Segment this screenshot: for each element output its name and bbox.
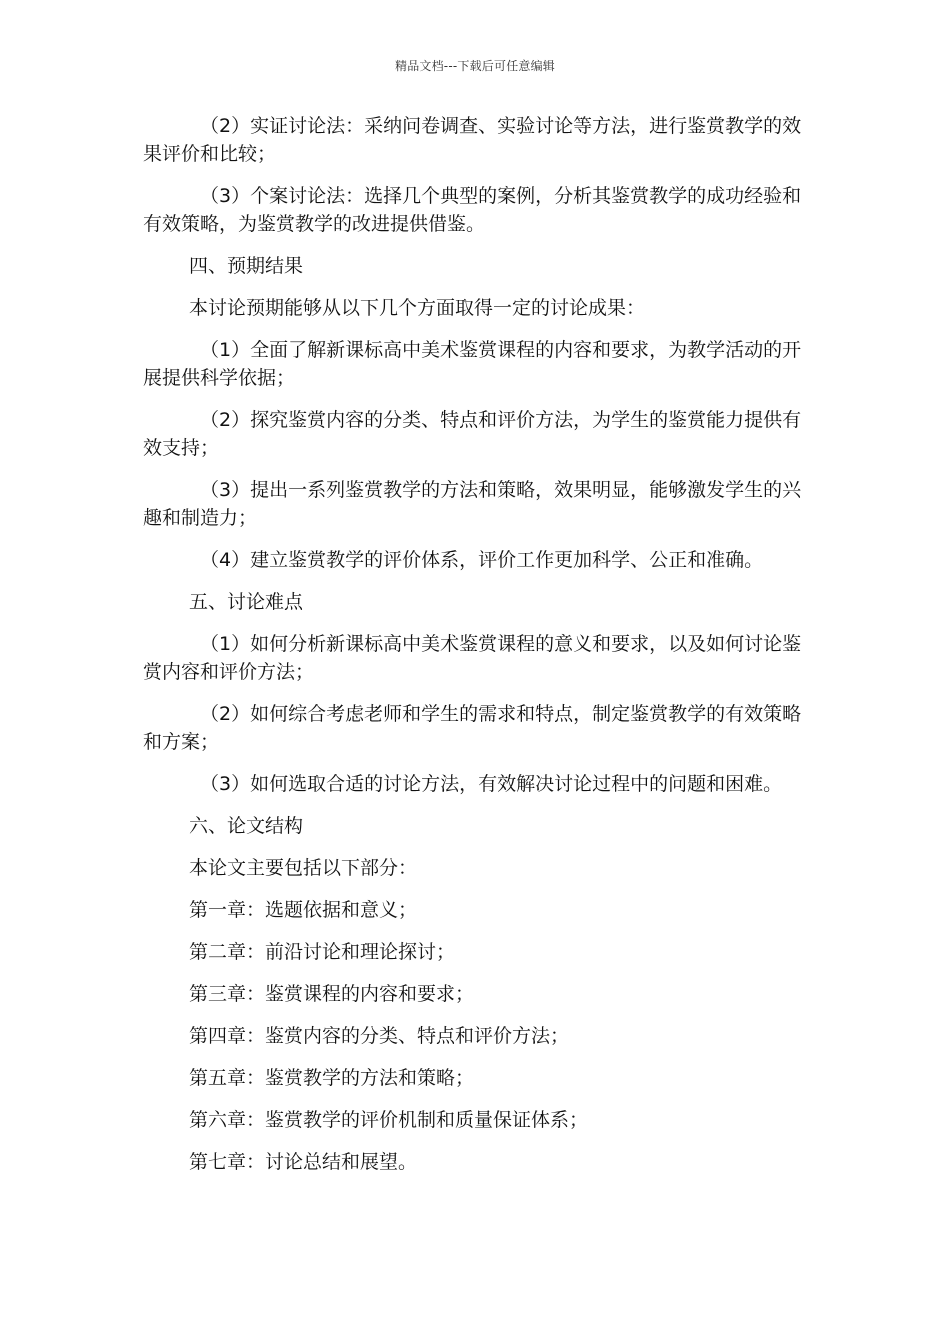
chapter-6: 第六章：鉴赏教学的评价机制和质量保证体系； (189, 1109, 589, 1131)
difficulty-item-1: （1）如何分析新课标高中美术鉴赏课程的意义和要求，以及如何讨论鉴赏内容和评价方法； (143, 633, 802, 683)
expected-result-item-3: （3）提出一系列鉴赏教学的方法和策略，效果明显，能够激发学生的兴趣和制造力； (143, 479, 802, 529)
method-item-3: （3）个案讨论法：选择几个典型的案例，分析其鉴赏教学的成功经验和有效策略，为鉴赏教学的改进提供借鉴。 (143, 185, 802, 235)
document-body (143, 112, 811, 1190)
expected-result-item-4: （4）建立鉴赏教学的评价体系，评价工作更加科学、公正和准确。 (200, 549, 764, 571)
difficulty-item-3: （3）如何选取合适的讨论方法，有效解决讨论过程中的问题和困难。 (200, 773, 783, 795)
chapter-7: 第七章：讨论总结和展望。 (189, 1151, 418, 1173)
method-item-2: （2）实证讨论法：采纳问卷调查、实验讨论等方法，进行鉴赏教学的效果评价和比较； (143, 115, 802, 165)
section-heading-expected-results: 四、预期结果 (189, 255, 304, 277)
expected-results-intro: 本讨论预期能够从以下几个方面取得一定的讨论成果： (189, 297, 646, 319)
chapter-4: 第四章：鉴赏内容的分类、特点和评价方法； (189, 1025, 570, 1047)
difficulty-item-2: （2）如何综合考虑老师和学生的需求和特点，制定鉴赏教学的有效策略和方案； (143, 703, 802, 753)
chapter-2: 第二章：前沿讨论和理论探讨； (189, 941, 456, 963)
structure-intro: 本论文主要包括以下部分： (189, 857, 418, 879)
section-heading-difficulties: 五、讨论难点 (189, 591, 304, 613)
chapter-1: 第一章：选题依据和意义； (189, 899, 418, 921)
chapter-5: 第五章：鉴赏教学的方法和策略； (189, 1067, 475, 1089)
page-header: 精品文档---下载后可任意编辑 (395, 59, 555, 73)
expected-result-item-2: （2）探究鉴赏内容的分类、特点和评价方法，为学生的鉴赏能力提供有效支持； (143, 409, 802, 459)
chapter-3: 第三章：鉴赏课程的内容和要求； (189, 983, 475, 1005)
expected-result-item-1: （1）全面了解新课标高中美术鉴赏课程的内容和要求，为教学活动的开展提供科学依据； (143, 339, 802, 389)
section-heading-structure: 六、论文结构 (189, 815, 304, 837)
